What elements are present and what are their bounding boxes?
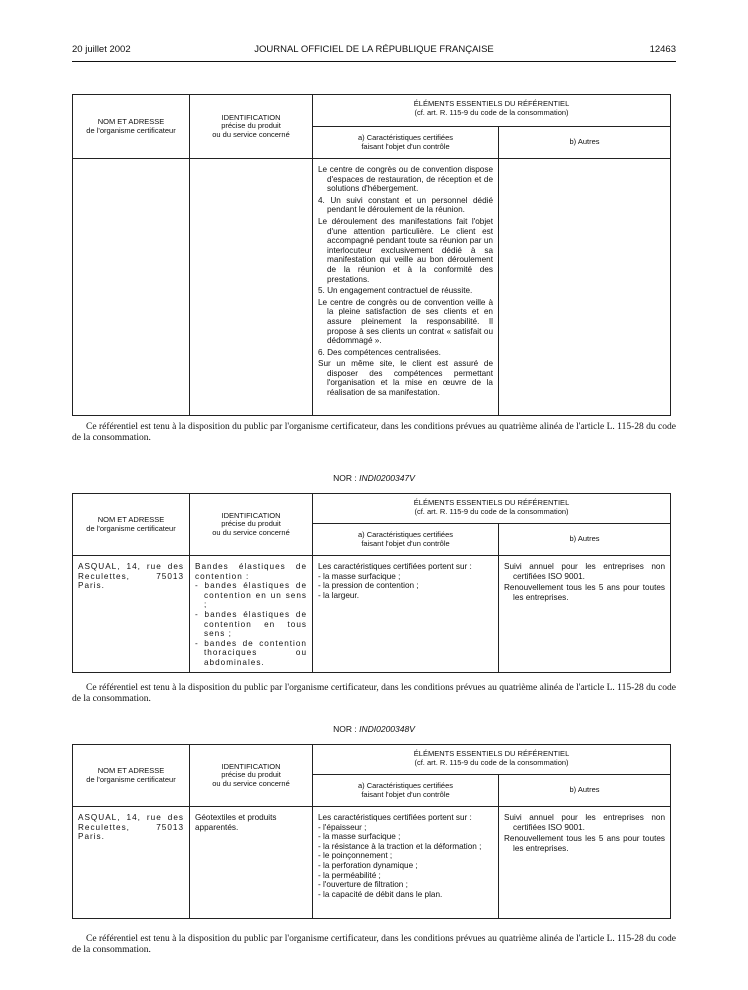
availability-note-3: Ce référentiel est tenu à la disposition du public par l'organisme certificateur, dans les conditions prévues au quatrième alinéa de l'article L. 115-28 du code de la consommation. [72, 934, 676, 955]
table3-a-intro: Les caractéristiques certifiées portent sur : [318, 813, 472, 822]
header-ident-sublabel: ou du service concerné [212, 129, 290, 139]
referentiel-table-1 [72, 94, 671, 416]
table2-b-paragraph: Renouvellement tous les 5 ans pour toutes les entreprises. [504, 583, 666, 602]
header-page-number: 12463 [649, 44, 676, 55]
header-name-sublabel: de l'organisme certificateur [86, 774, 176, 784]
table1-a-cell [313, 159, 499, 416]
header-ident-sublabel: ou du service concerné [212, 527, 290, 537]
header-a-label: a) Caractéristiques certifiées [357, 133, 454, 142]
header-b-label: b) Autres [569, 137, 600, 147]
list-item: - l'ouverture de filtration ; [318, 880, 493, 890]
header-elements-cell [313, 95, 671, 127]
table2-a-intro: Les caractéristiques certifiées portent sur : [318, 562, 472, 571]
table3-b-paragraph: Renouvellement tous les 5 ans pour toutes les entreprises. [504, 834, 666, 853]
header-name-cell [73, 745, 190, 807]
table2-a-list [318, 572, 493, 601]
table3-ident-cell: Géotextiles et produits apparentés. [190, 807, 313, 919]
table2-b-paragraph: Suivi annuel pour les entreprises non certifiées ISO 9001. [504, 562, 666, 581]
header-rule [72, 61, 676, 62]
table1-paragraph: Le centre de congrès ou de convention veille à la pleine satisfaction de ses clients et en assure pleinement la responsabilité. Il propose à ses clients un contrat « satisfait ou dédommagé ». [318, 297, 493, 346]
list-item: - la capacité de débit dans le plan. [318, 890, 493, 900]
header-b-label: b) Autres [569, 534, 600, 544]
referentiel-table-2 [72, 493, 671, 673]
table1-b-cell [499, 159, 671, 416]
page-header [72, 44, 676, 58]
table2-org-cell: ASQUAL, 14, rue des Reculettes, 75013 Paris. [73, 556, 190, 673]
header-ident-label: IDENTIFICATION [221, 112, 281, 122]
header-a-label: a) Caractéristiques certifiées [357, 530, 454, 539]
nor-code: INDI0200348V [359, 724, 415, 734]
header-elements-sublabel: (cf. art. R. 115-9 du code de la consommation) [414, 107, 569, 117]
table2-b-cell [499, 556, 671, 673]
header-ident-sublabel: précise du produit [221, 519, 281, 529]
header-a-sublabel: faisant l'objet d'un contrôle [361, 789, 450, 799]
header-b-cell [499, 524, 671, 556]
header-ident-label: IDENTIFICATION [221, 761, 281, 771]
table3-b-paragraph: Suivi annuel pour les entreprises non certifiées ISO 9001. [504, 813, 666, 832]
header-elements-label: ÉLÉMENTS ESSENTIELS DU RÉFÉRENTIEL [413, 99, 570, 108]
header-elements-sublabel: (cf. art. R. 115-9 du code de la consommation) [414, 757, 569, 767]
list-item: - l'épaisseur ; [318, 823, 493, 833]
list-item: - bandes élastiques de contention en un sens ; [195, 581, 307, 610]
header-a-sublabel: faisant l'objet d'un contrôle [361, 141, 450, 151]
header-name-cell [73, 95, 190, 159]
list-item: - bandes de contention thoraciques ou abdominales. [195, 639, 307, 668]
header-a-cell [313, 775, 499, 807]
table3-org-cell: ASQUAL, 14, rue des Reculettes, 75013 Paris. [73, 807, 190, 919]
header-name-sublabel: de l'organisme certificateur [86, 523, 176, 533]
header-elements-cell [313, 494, 671, 524]
header-ident-cell [190, 494, 313, 556]
table1-paragraph: Le déroulement des manifestations fait l'objet d'une attention particulière. Le client est accompagné pendant toute sa réunion par un interlocuteur exclusivement dédié à sa manifestation qui veille au bon déroulement de la réunion et à la conformité des prestations. [318, 216, 493, 284]
header-b-cell [499, 775, 671, 807]
header-b-label: b) Autres [569, 785, 600, 795]
header-a-cell [313, 127, 499, 159]
table1-paragraph: 4. Un suivi constant et un personnel dédié pendant le déroulement de la réunion. [318, 195, 493, 215]
table1-paragraph: Sur un même site, le client est assuré de disposer des compétences permettant l'organisation et la mise en œuvre de la réalisation de sa manifestation. [318, 359, 493, 398]
referentiel-table-3 [72, 744, 671, 919]
header-a-cell [313, 524, 499, 556]
list-item: - la perforation dynamique ; [318, 861, 493, 871]
availability-note-1: Ce référentiel est tenu à la disposition du public par l'organisme certificateur, dans les conditions prévues au quatrième alinéa de l'article L. 115-28 du code de la consommation. [72, 422, 676, 443]
header-name-sublabel: de l'organisme certificateur [86, 125, 176, 135]
header-elements-label: ÉLÉMENTS ESSENTIELS DU RÉFÉRENTIEL [413, 749, 570, 758]
header-date: 20 juillet 2002 [72, 44, 131, 55]
header-ident-sublabel: précise du produit [221, 121, 281, 131]
header-elements-label: ÉLÉMENTS ESSENTIELS DU RÉFÉRENTIEL [413, 498, 570, 507]
header-name-label: NOM ET ADRESSE [97, 117, 165, 126]
table2-a-cell [313, 556, 499, 673]
list-item: - la résistance à la traction et la déformation ; [318, 842, 493, 852]
table1-paragraph: Le centre de congrès ou de convention dispose d'espaces de restauration, de réception et de solutions d'hébergement. [318, 165, 493, 194]
header-name-cell [73, 494, 190, 556]
list-item: - bandes élastiques de contention en tous sens ; [195, 610, 307, 639]
header-name-label: NOM ET ADRESSE [97, 515, 165, 524]
header-elements-cell [313, 745, 671, 775]
header-ident-cell [190, 95, 313, 159]
table2-ident-intro: Bandes élastiques de contention : [195, 562, 307, 581]
table2-ident-cell [190, 556, 313, 673]
list-item: - la masse surfacique ; [318, 572, 493, 582]
table3-b-cell [499, 807, 671, 919]
table2-ident-list [195, 581, 307, 667]
header-a-sublabel: faisant l'objet d'un contrôle [361, 538, 450, 548]
table1-org-cell [73, 159, 190, 416]
list-item: - la perméabilité ; [318, 871, 493, 881]
table3-a-cell [313, 807, 499, 919]
header-name-label: NOM ET ADRESSE [97, 766, 165, 775]
list-item: - la masse surfacique ; [318, 832, 493, 842]
header-journal-title: JOURNAL OFFICIEL DE LA RÉPUBLIQUE FRANÇAISE [254, 44, 494, 55]
header-elements-sublabel: (cf. art. R. 115-9 du code de la consommation) [414, 506, 569, 516]
header-a-label: a) Caractéristiques certifiées [357, 781, 454, 790]
nor-reference-2 [0, 473, 748, 483]
availability-note-2: Ce référentiel est tenu à la disposition du public par l'organisme certificateur, dans les conditions prévues au quatrième alinéa de l'article L. 115-28 du code de la consommation. [72, 683, 676, 704]
list-item: - la largeur. [318, 591, 493, 601]
nor-label: NOR : [333, 724, 357, 734]
table1-paragraph: 6. Des compétences centralisées. [318, 347, 441, 357]
header-ident-label: IDENTIFICATION [221, 510, 281, 520]
table1-paragraph: 5. Un engagement contractuel de réussite. [318, 286, 473, 296]
header-ident-sublabel: ou du service concerné [212, 778, 290, 788]
header-ident-cell [190, 745, 313, 807]
list-item: - le poinçonnement ; [318, 851, 493, 861]
nor-label: NOR : [333, 473, 357, 483]
table1-ident-cell [190, 159, 313, 416]
header-ident-sublabel: précise du produit [221, 770, 281, 780]
list-item: - la pression de contention ; [318, 581, 493, 591]
table3-a-list [318, 823, 493, 900]
nor-reference-3 [0, 724, 748, 734]
nor-code: INDI0200347V [359, 473, 415, 483]
header-b-cell [499, 127, 671, 159]
